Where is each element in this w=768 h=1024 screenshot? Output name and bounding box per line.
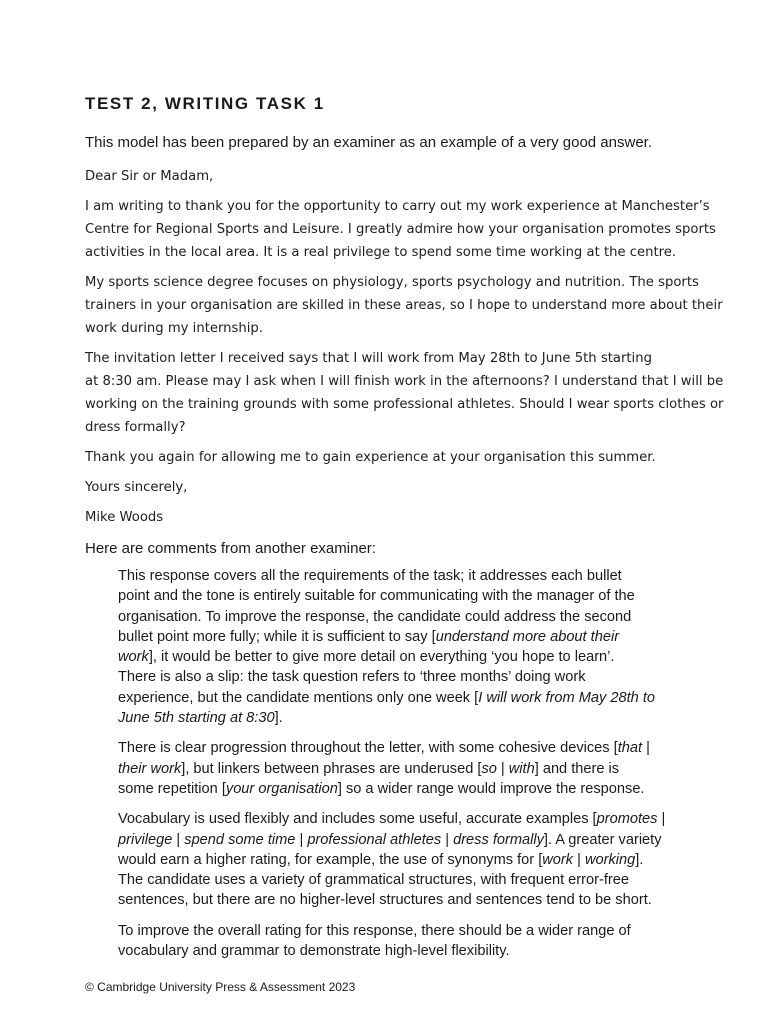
comment-paragraph-3 — [118, 809, 688, 910]
comment-text: bullet point more fully; while it is sufficient to say [ — [118, 628, 436, 645]
comment-text: | — [642, 740, 650, 757]
comment-line — [118, 809, 688, 829]
quoted-phrase: with — [508, 760, 535, 777]
quoted-phrase: promotes — [596, 811, 658, 828]
comment-text: experience, but the candidate mentions only one week [ — [118, 689, 479, 706]
quoted-phrase: work — [118, 649, 149, 666]
letter-salutation: Dear Sir or Madam, — [85, 169, 214, 184]
comment-paragraph-1 — [118, 566, 688, 728]
intro-text: This model has been prepared by an examiner as an example of a very good answer. — [85, 134, 652, 151]
comment-text: ] and there is — [534, 760, 620, 777]
letter-line: working on the training grounds with some professional athletes. Should I wear sports clothes or — [85, 397, 724, 412]
letter-line: dress formally? — [85, 420, 186, 435]
comment-line: This response covers all the requirements of the task; it addresses each bullet — [118, 568, 622, 584]
letter-paragraph-2 — [85, 271, 723, 340]
page-title: TEST 2, WRITING TASK 1 — [85, 94, 325, 113]
comment-text: ]. A greater variety — [543, 831, 662, 848]
quoted-phrase: privilege — [118, 831, 173, 848]
comment-line — [118, 759, 688, 779]
comment-text: There is clear progression throughout the letter, with some cohesive devices [ — [118, 740, 618, 757]
letter-line: activities in the local area. It is a real privilege to spend some time working at the centre. — [85, 245, 677, 260]
comment-line — [118, 850, 688, 870]
quoted-phrase: their work — [118, 760, 182, 777]
comment-text: | — [657, 811, 666, 828]
letter-line: Centre for Regional Sports and Leisure. I greatly admire how your organisation promotes sports — [85, 222, 716, 237]
comment-text: | — [295, 831, 308, 848]
letter-closing: Yours sincerely, — [85, 480, 188, 495]
comment-line: To improve the overall rating for this response, there should be a wider range of — [118, 922, 631, 939]
quoted-phrase: understand more about their — [435, 628, 620, 645]
letter-line: I am writing to thank you for the opportunity to carry out my work experience at Manchester’s — [85, 199, 710, 214]
comment-paragraph-4 — [118, 921, 688, 962]
quoted-phrase: June 5th starting at 8:30 — [118, 710, 275, 727]
comment-line — [118, 708, 688, 728]
comment-text: ], it would be better to give more detail on everything ‘you hope to learn’. — [148, 649, 615, 666]
comment-line — [118, 830, 688, 850]
comment-text: would earn a higher rating, for example, the use of synonyms for [ — [118, 851, 543, 868]
comment-line: There is also a slip: the task question refers to ‘three months’ doing work — [118, 669, 586, 686]
quoted-phrase: I will work from May 28th to — [478, 689, 656, 706]
letter-line: at 8:30 am. Please may I ask when I will finish work in the afternoons? I understand that I will be — [85, 374, 724, 389]
letter-line: trainers in your organisation are skilled in these areas, so I hope to understand more about their — [85, 298, 723, 313]
letter-paragraph-1 — [85, 195, 716, 264]
quoted-phrase: work — [542, 851, 574, 868]
comment-paragraph-2 — [118, 738, 688, 799]
letter-line: My sports science degree focuses on physiology, sports psychology and nutrition. The sports — [85, 275, 699, 290]
quoted-phrase: that — [617, 740, 643, 757]
quoted-phrase: your organisation — [225, 780, 338, 797]
comment-line — [118, 647, 688, 667]
comment-text: some repetition [ — [118, 780, 226, 797]
comment-text: Vocabulary is used flexibly and includes some useful, accurate examples [ — [118, 811, 597, 828]
comments-heading: Here are comments from another examiner: — [85, 540, 376, 557]
examiner-comments — [118, 566, 688, 971]
comment-text: | — [172, 831, 185, 848]
comment-text: ] so a wider range would improve the response. — [337, 780, 645, 797]
letter-signature: Mike Woods — [85, 510, 164, 525]
copyright-footer: © Cambridge University Press & Assessment 2023 — [85, 980, 356, 994]
letter-line: work during my internship. — [85, 321, 263, 336]
quoted-phrase: professional athletes — [307, 831, 442, 848]
comment-line: point and the tone is entirely suitable for communicating with the manager of the — [118, 588, 635, 605]
comment-text: | — [441, 831, 454, 848]
comment-line — [118, 738, 688, 758]
comment-text: | — [496, 760, 509, 777]
quoted-phrase: working — [584, 851, 636, 868]
comment-text: | — [573, 851, 585, 868]
comment-text: ]. — [274, 710, 283, 727]
model-letter — [85, 165, 724, 536]
comment-line: sentences, but there are no higher-level structures and sentences tend to be short. — [118, 892, 652, 909]
letter-paragraph-3 — [85, 347, 724, 439]
quoted-phrase: spend some time — [184, 831, 296, 848]
quoted-phrase: dress formally — [453, 831, 544, 848]
comment-line: vocabulary and grammar to demonstrate high-level flexibility. — [118, 943, 510, 960]
comment-text: ], but linkers between phrases are underused [ — [181, 760, 482, 777]
letter-paragraph-4: Thank you again for allowing me to gain experience at your organisation this summer. — [85, 450, 656, 465]
comment-line: organisation. To improve the response, the candidate could address the second — [118, 608, 632, 625]
comment-line — [118, 779, 688, 799]
comment-text: ]. — [635, 851, 644, 868]
quoted-phrase: so — [481, 760, 497, 777]
comment-line — [118, 688, 688, 708]
comment-line — [118, 627, 688, 647]
comment-line: The candidate uses a variety of grammatical structures, with frequent error-free — [118, 872, 630, 889]
letter-line: The invitation letter I received says that I will work from May 28th to June 5th starting — [85, 351, 652, 366]
